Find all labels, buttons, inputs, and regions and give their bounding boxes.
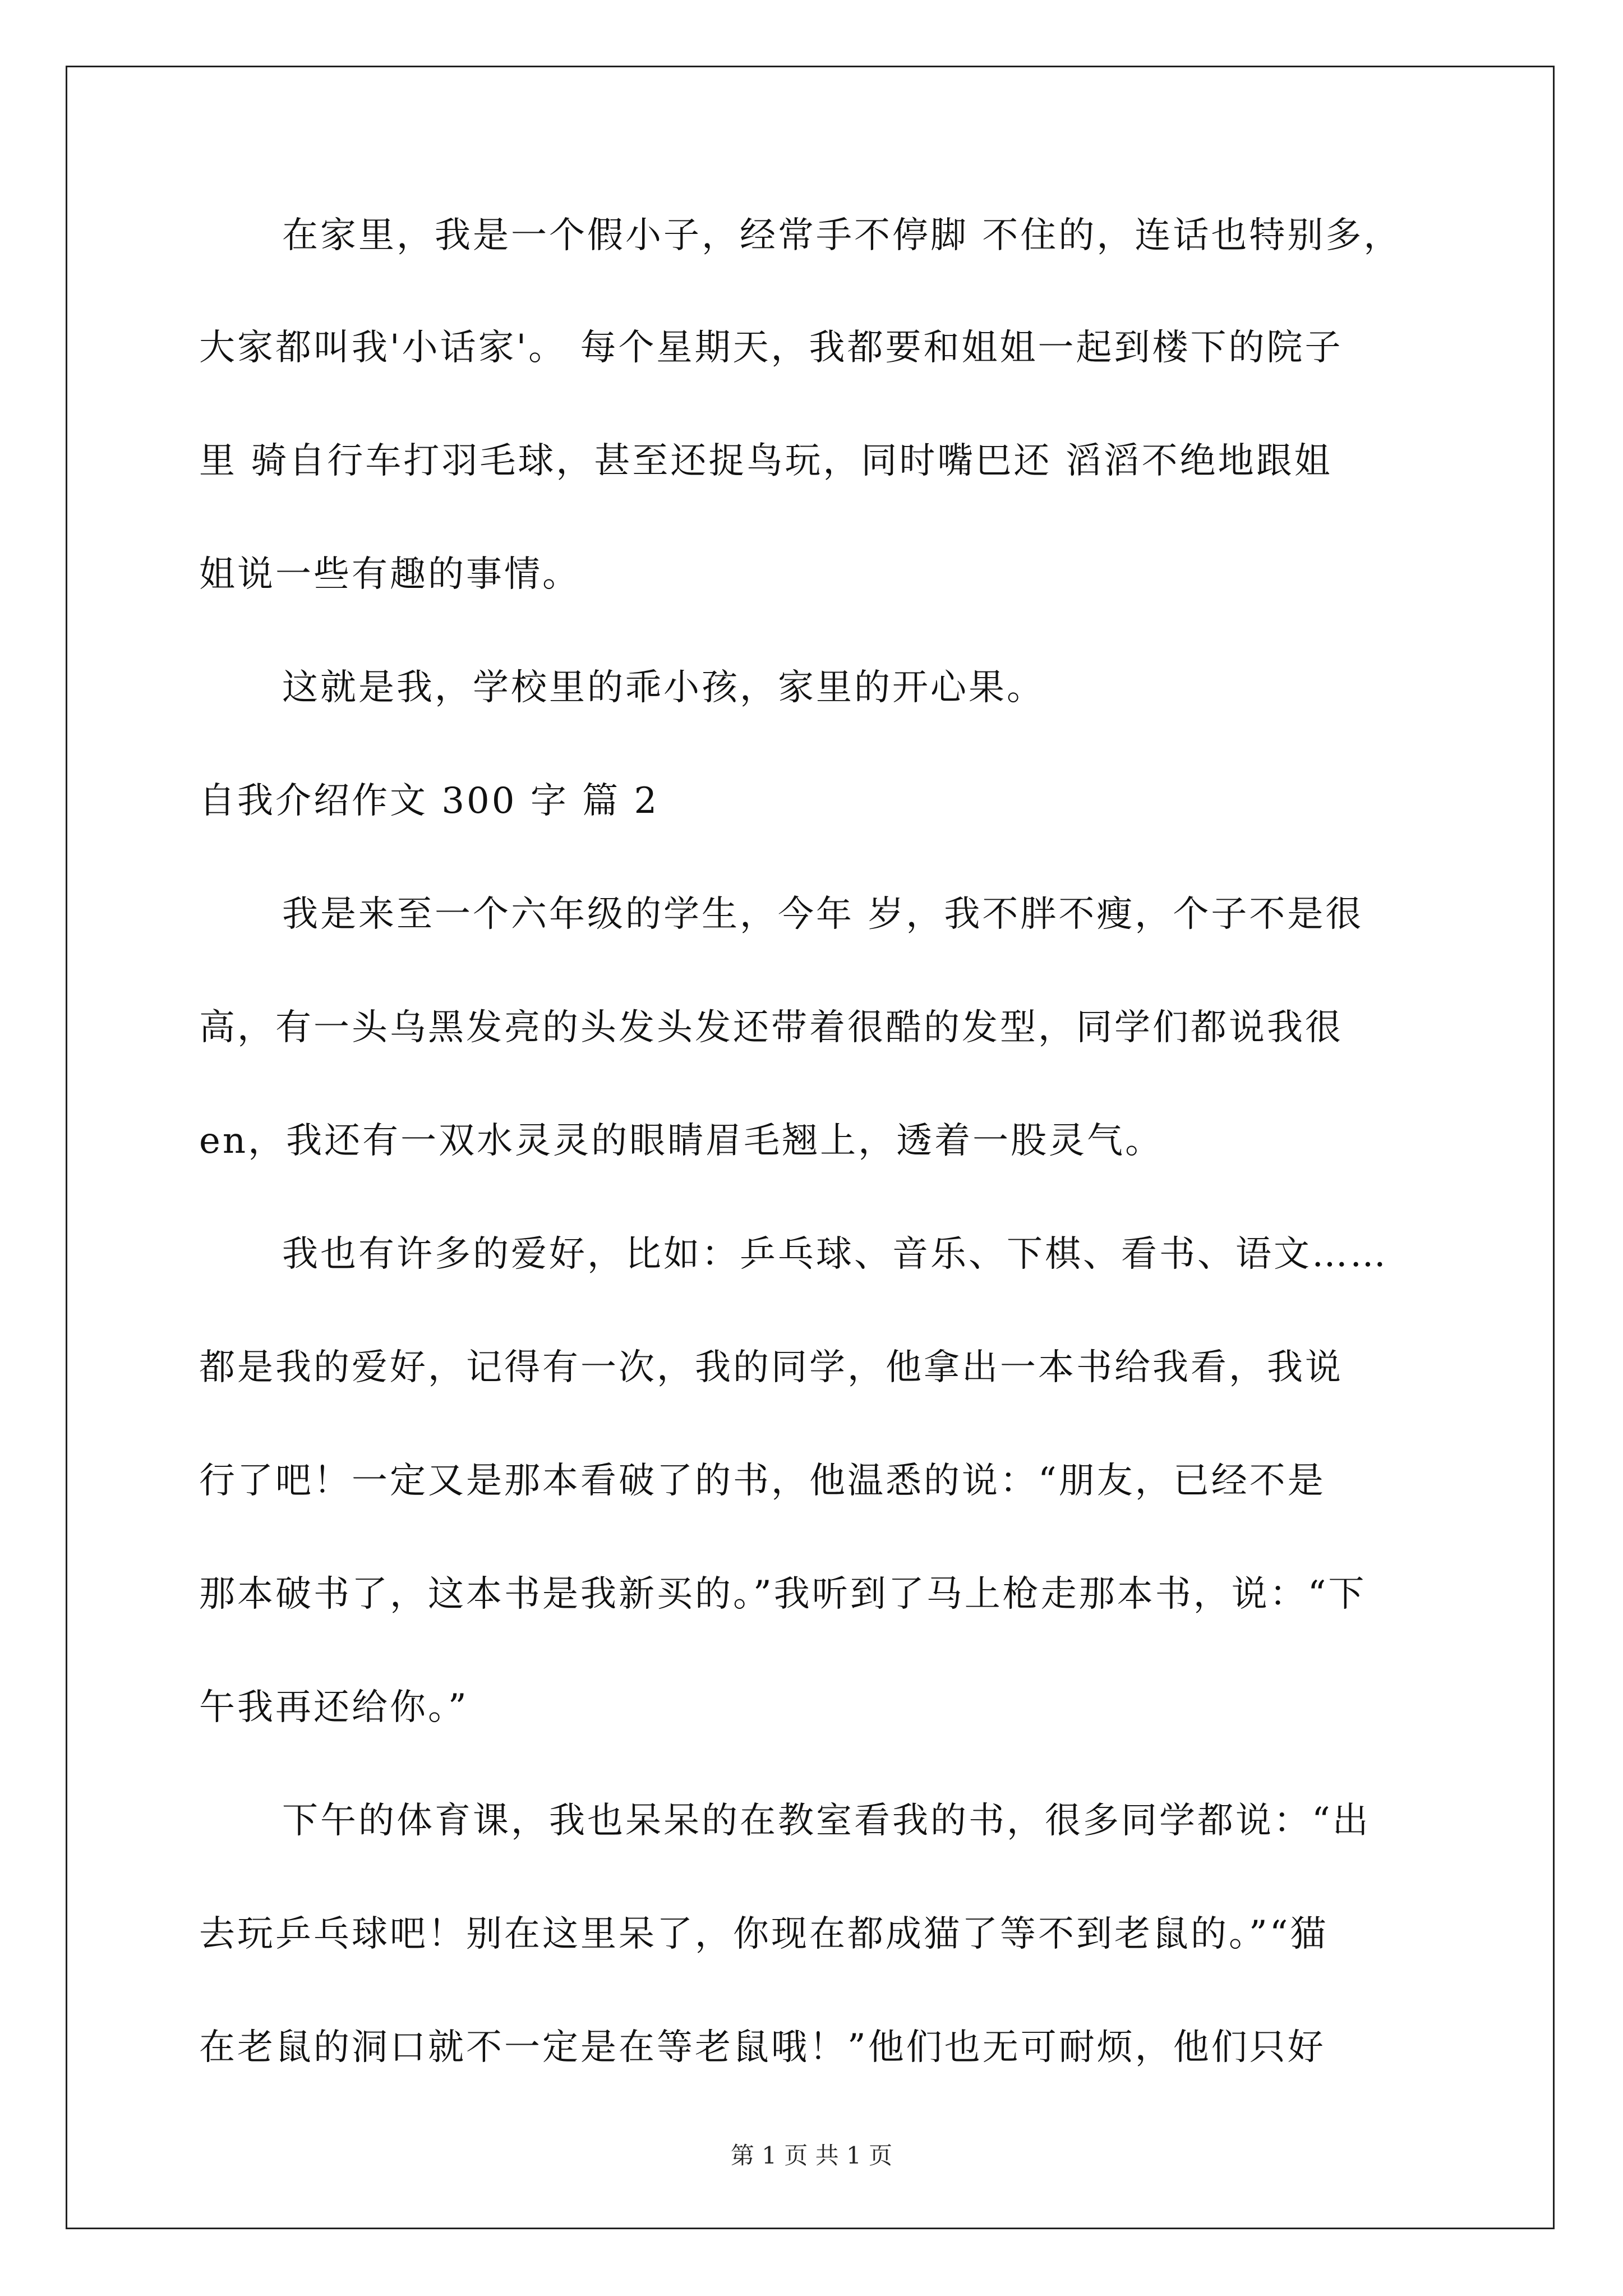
page-number-footer: 第 1 页 共 1 页 <box>730 2142 893 2169</box>
paragraph-1-line-4: 姐说一些有趣的事情。 <box>199 554 580 595</box>
paragraph-1-line-3: 里 骑自行车打羽毛球，甚至还捉鸟玩，同时嘴巴还 滔滔不绝地跟姐 <box>199 440 1332 482</box>
paragraph-4-line-2: 都是我的爱好，记得有一次，我的同学，他拿出一本书给我看，我说 <box>199 1347 1343 1388</box>
paragraph-4-line-5: 午我再还给你。” <box>199 1687 469 1728</box>
paragraph-3-line-3: en，我还有一双水灵灵的眼睛眉毛翘上，透着一股灵气。 <box>199 1120 1164 1162</box>
paragraph-5-line-3: 在老鼠的洞口就不一定是在等老鼠哦！”他们也无可耐烦，他们只好 <box>199 2027 1326 2068</box>
paragraph-2-line-1: 这就是我，学校里的乖小孩，家里的开心果。 <box>282 667 1045 708</box>
paragraph-1-line-2: 大家都叫我'小话家'。 每个星期天，我都要和姐姐一起到楼下的院子 <box>199 327 1343 369</box>
paragraph-1-line-1: 在家里，我是一个假小子，经常手不停脚 不住的，连话也特别多， <box>282 215 1402 256</box>
section-heading: 自我介绍作文 300 字 篇 2 <box>199 780 660 822</box>
paragraph-3-line-1: 我是来至一个六年级的学生，今年 岁，我不胖不瘦，个子不是很 <box>282 894 1364 935</box>
paragraph-5-line-1: 下午的体育课，我也呆呆的在教室看我的书，很多同学都说：“出 <box>282 1800 1371 1842</box>
paragraph-4-line-3: 行了吧！一定又是那本看破了的书，他温悉的说：“朋友，已经不是 <box>199 1460 1326 1502</box>
paragraph-3-line-2: 高，有一头乌黑发亮的头发头发还带着很酷的发型，同学们都说我很 <box>199 1007 1343 1048</box>
paragraph-4-line-4: 那本破书了，这本书是我新买的。”我听到了马上枪走那本书，说：“下 <box>199 1573 1367 1615</box>
paragraph-5-line-2: 去玩乒乓球吧！别在这里呆了，你现在都成猫了等不到老鼠的。”“猫 <box>199 1913 1329 1955</box>
paragraph-4-line-1: 我也有许多的爱好，比如：乒乓球、音乐、下棋、看书、语文…… <box>282 1234 1388 1275</box>
